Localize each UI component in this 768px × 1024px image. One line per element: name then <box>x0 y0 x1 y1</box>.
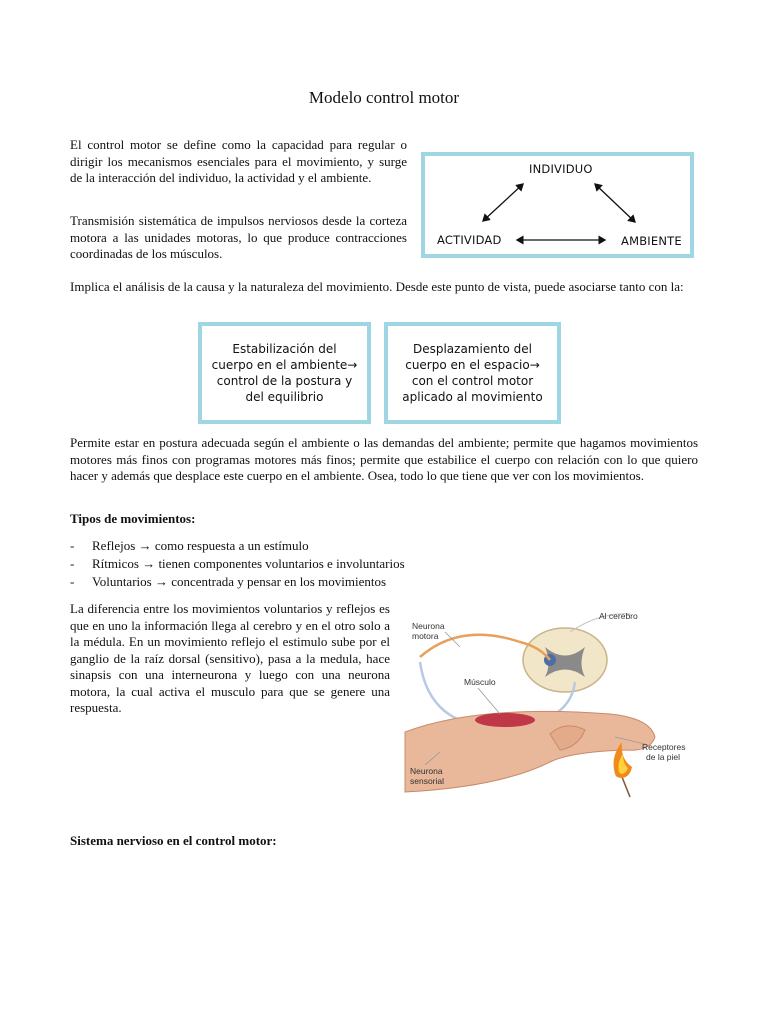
card-desplazamiento: Desplazamiento del cuerpo en el espacio→ con el control motor aplicado al movimiento <box>384 322 561 424</box>
label-al-cerebro: Al cerebro <box>599 611 638 621</box>
label-neurona-sensorial-line1: Neurona <box>410 766 443 776</box>
label-musculo: Músculo <box>464 677 496 687</box>
list-item: - Rítmicos → tienen componentes voluntarios e involuntarios <box>70 556 405 571</box>
reflex-arc-illustration <box>400 602 700 802</box>
label-receptores-line1: Receptores <box>642 742 686 752</box>
label-neurona-motora-line1: Neurona <box>412 621 445 631</box>
muscle-highlight <box>475 713 535 727</box>
arrow-individuo-actividad <box>483 184 523 221</box>
arrow-individuo-ambiente <box>595 184 635 222</box>
analysis-paragraph: Implica el análisis de la causa y la naturaleza del movimiento. Desde este punto de vista, puede asociarse tanto con la: <box>70 279 684 294</box>
triangle-label-ambiente: AMBIENTE <box>621 234 682 248</box>
label-receptores-line2: de la piel <box>646 752 681 762</box>
spinal-cord-section <box>523 628 607 692</box>
card-estabilizacion: Estabilización del cuerpo en el ambiente→ control de la postura y del equilibrio <box>198 322 371 424</box>
intro-paragraph-2: Transmisión sistemática de impulsos nerviosos desde la corteza motora a las unidades motoras, lo que produce contracciones coordinadas de los músculos. <box>70 213 407 261</box>
tipos-heading: Tipos de movimientos: <box>70 511 196 526</box>
intro-paragraph-1: El control motor se define como la capacidad para regular o dirigir los mecanismos esenciales para el movimiento, y surge de la interacción del individuo, la actividad y el ambiente. <box>70 137 407 185</box>
permite-paragraph: Permite estar en postura adecuada según el ambiente o las demandas del ambiente; permite que hagamos movimientos motores más finos con programas motores más finos; permite que estabilice el cuerpo con relación con lo que quiero hacer y además que desplace este cuerpo en el ambiente. Osea, todo lo que tiene que ver con los movimientos. <box>70 435 698 483</box>
list-item-text: Reflejos → como respuesta a un estímulo <box>92 538 309 553</box>
list-item: - Voluntarios → concentrada y pensar en los movimientos <box>70 574 387 589</box>
tipos-list <box>70 537 490 591</box>
list-item-text: Rítmicos → tienen componentes voluntarios e involuntarios <box>92 556 405 571</box>
triangle-label-actividad: ACTIVIDAD <box>437 233 502 247</box>
page-title: Modelo control motor <box>308 88 460 107</box>
sistema-heading: Sistema nervioso en el control motor: <box>70 833 277 848</box>
triangle-label-individuo: INDIVIDUO <box>529 162 593 176</box>
interaction-triangle-diagram <box>421 152 694 258</box>
label-neurona-sensorial-line2: sensorial <box>410 776 445 786</box>
list-item: - Reflejos → como respuesta a un estímulo <box>70 538 309 553</box>
list-item-text: Voluntarios → concentrada y pensar en los movimientos <box>92 574 387 589</box>
diferencia-paragraph: La diferencia entre los movimientos voluntarios y reflejos es que en uno la información llega al cerebro y en el otro solo a la médula. En un movimiento reflejo el estimulo sube por el ganglio de la raíz dorsal (sensitivo), pasa a la medula, hace sinapsis con una interneurona y luego con una neurona motora, la cual activa el musculo para que se genere una respuesta. <box>70 601 390 715</box>
label-neurona-motora-line2: motora <box>412 631 439 641</box>
